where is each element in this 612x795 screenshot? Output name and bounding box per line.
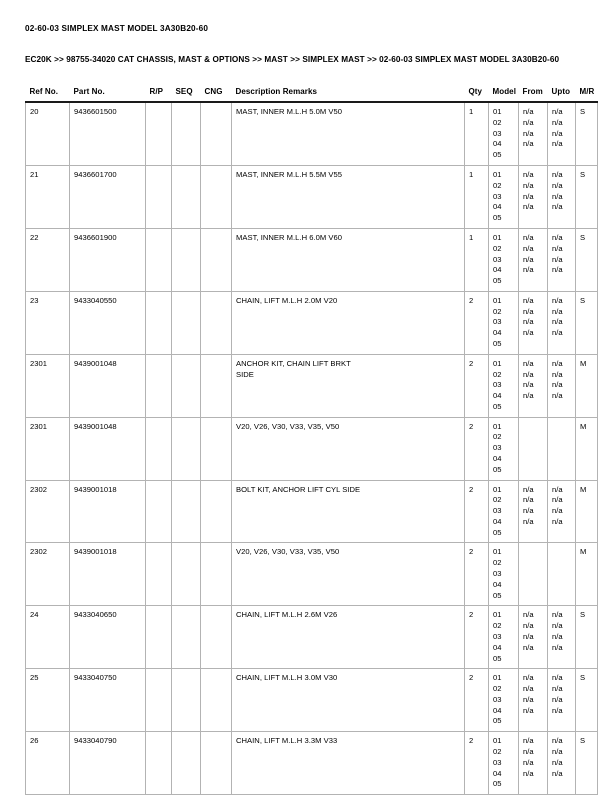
cell-mr: S	[576, 606, 598, 669]
table-row	[26, 669, 598, 732]
cell-from: n/a n/a n/a n/a	[519, 669, 548, 732]
cell-rp	[146, 166, 172, 229]
cell-model: 01 02 03 04 05	[489, 354, 519, 417]
cell-ref-no: 22	[26, 228, 70, 291]
cell-description: CHAIN, LIFT M.L.H 3.3M V33	[232, 732, 465, 795]
cell-description: ANCHOR KIT, CHAIN LIFT BRKT SIDE	[232, 354, 465, 417]
cell-model: 01 02 03 04 05	[489, 417, 519, 480]
cell-part-no: 9433040650	[70, 606, 146, 669]
cell-model: 01 02 03 04 05	[489, 480, 519, 543]
cell-upto: n/a n/a n/a n/a	[548, 480, 576, 543]
cell-qty: 1	[465, 102, 489, 165]
table-row	[26, 417, 598, 480]
cell-description: MAST, INNER M.L.H 6.0M V60	[232, 228, 465, 291]
page-title: 02-60-03 SIMPLEX MAST MODEL 3A30B20-60	[25, 24, 209, 33]
cell-part-no: 9439001018	[70, 480, 146, 543]
column-header-cng: CNG	[201, 87, 232, 102]
cell-ref-no: 2302	[26, 480, 70, 543]
cell-cng	[201, 228, 232, 291]
cell-mr: S	[576, 669, 598, 732]
cell-qty: 2	[465, 291, 489, 354]
column-header-from: From	[519, 87, 548, 102]
cell-upto: n/a n/a n/a n/a	[548, 606, 576, 669]
cell-from	[519, 417, 548, 480]
cell-mr: M	[576, 480, 598, 543]
cell-cng	[201, 732, 232, 795]
cell-seq	[172, 543, 201, 606]
cell-description: CHAIN, LIFT M.L.H 3.0M V30	[232, 669, 465, 732]
cell-description: V20, V26, V30, V33, V35, V50	[232, 543, 465, 606]
cell-from: n/a n/a n/a n/a	[519, 732, 548, 795]
column-header-mr: M/R	[576, 87, 598, 102]
cell-model: 01 02 03 04 05	[489, 228, 519, 291]
cell-upto: n/a n/a n/a n/a	[548, 228, 576, 291]
cell-seq	[172, 228, 201, 291]
cell-seq	[172, 669, 201, 732]
cell-rp	[146, 543, 172, 606]
cell-part-no: 9436601900	[70, 228, 146, 291]
cell-seq	[172, 291, 201, 354]
cell-rp	[146, 732, 172, 795]
cell-rp	[146, 669, 172, 732]
cell-upto: n/a n/a n/a n/a	[548, 354, 576, 417]
cell-qty: 2	[465, 417, 489, 480]
cell-from: n/a n/a n/a n/a	[519, 228, 548, 291]
cell-part-no: 9439001048	[70, 417, 146, 480]
cell-description: V20, V26, V30, V33, V35, V50	[232, 417, 465, 480]
cell-model: 01 02 03 04 05	[489, 732, 519, 795]
cell-ref-no: 21	[26, 166, 70, 229]
cell-cng	[201, 291, 232, 354]
cell-cng	[201, 480, 232, 543]
cell-ref-no: 20	[26, 102, 70, 165]
cell-rp	[146, 102, 172, 165]
table-row	[26, 543, 598, 606]
cell-cng	[201, 354, 232, 417]
cell-cng	[201, 543, 232, 606]
cell-cng	[201, 417, 232, 480]
cell-seq	[172, 732, 201, 795]
cell-seq	[172, 166, 201, 229]
cell-ref-no: 2301	[26, 417, 70, 480]
cell-part-no: 9433040750	[70, 669, 146, 732]
cell-qty: 1	[465, 166, 489, 229]
cell-qty: 2	[465, 543, 489, 606]
cell-from: n/a n/a n/a n/a	[519, 606, 548, 669]
cell-cng	[201, 606, 232, 669]
table-row	[26, 102, 598, 165]
cell-part-no: 9436601700	[70, 166, 146, 229]
column-header-qty: Qty	[465, 87, 489, 102]
cell-ref-no: 2302	[26, 543, 70, 606]
cell-seq	[172, 354, 201, 417]
table-row	[26, 291, 598, 354]
cell-cng	[201, 669, 232, 732]
table-row	[26, 228, 598, 291]
cell-upto: n/a n/a n/a n/a	[548, 732, 576, 795]
parts-table-container	[25, 87, 595, 795]
table-header	[26, 87, 598, 102]
cell-upto: n/a n/a n/a n/a	[548, 669, 576, 732]
cell-seq	[172, 417, 201, 480]
table-row	[26, 480, 598, 543]
cell-from: n/a n/a n/a n/a	[519, 166, 548, 229]
breadcrumb: EC20K >> 98755-34020 CAT CHASSIS, MAST & OPTIONS >> MAST >> SIMPLEX MAST >> 02-60-03 SIMPLEX MAST MODEL 3A30B20-60	[25, 55, 560, 65]
cell-cng	[201, 166, 232, 229]
cell-description: MAST, INNER M.L.H 5.0M V50	[232, 102, 465, 165]
cell-mr: M	[576, 417, 598, 480]
cell-upto	[548, 417, 576, 480]
cell-description: CHAIN, LIFT M.L.H 2.0M V20	[232, 291, 465, 354]
cell-upto: n/a n/a n/a n/a	[548, 166, 576, 229]
cell-ref-no: 2301	[26, 354, 70, 417]
cell-from: n/a n/a n/a n/a	[519, 102, 548, 165]
column-header-description: Description Remarks	[232, 87, 465, 102]
parts-table	[25, 87, 598, 795]
cell-cng	[201, 102, 232, 165]
cell-upto	[548, 543, 576, 606]
table-row	[26, 354, 598, 417]
cell-mr: M	[576, 543, 598, 606]
column-header-model: Model	[489, 87, 519, 102]
cell-qty: 2	[465, 354, 489, 417]
cell-rp	[146, 480, 172, 543]
cell-from: n/a n/a n/a n/a	[519, 291, 548, 354]
cell-rp	[146, 228, 172, 291]
cell-description: CHAIN, LIFT M.L.H 2.6M V26	[232, 606, 465, 669]
column-header-part-no: Part No.	[70, 87, 146, 102]
cell-mr: S	[576, 291, 598, 354]
cell-ref-no: 25	[26, 669, 70, 732]
cell-mr: M	[576, 354, 598, 417]
cell-mr: S	[576, 166, 598, 229]
cell-description: MAST, INNER M.L.H 5.5M V55	[232, 166, 465, 229]
cell-part-no: 9439001048	[70, 354, 146, 417]
cell-part-no: 9436601500	[70, 102, 146, 165]
cell-mr: S	[576, 228, 598, 291]
cell-description: BOLT KIT, ANCHOR LIFT CYL SIDE	[232, 480, 465, 543]
cell-part-no: 9439001018	[70, 543, 146, 606]
cell-from: n/a n/a n/a n/a	[519, 480, 548, 543]
cell-model: 01 02 03 04 05	[489, 669, 519, 732]
cell-model: 01 02 03 04 05	[489, 606, 519, 669]
cell-rp	[146, 354, 172, 417]
table-header-row	[26, 87, 598, 102]
cell-part-no: 9433040790	[70, 732, 146, 795]
cell-upto: n/a n/a n/a n/a	[548, 102, 576, 165]
cell-mr: S	[576, 732, 598, 795]
cell-from	[519, 543, 548, 606]
cell-qty: 2	[465, 480, 489, 543]
cell-seq	[172, 102, 201, 165]
column-header-upto: Upto	[548, 87, 576, 102]
cell-from: n/a n/a n/a n/a	[519, 354, 548, 417]
cell-mr: S	[576, 102, 598, 165]
cell-rp	[146, 291, 172, 354]
cell-rp	[146, 606, 172, 669]
cell-model: 01 02 03 04 05	[489, 166, 519, 229]
cell-model: 01 02 03 04 05	[489, 291, 519, 354]
column-header-seq: SEQ	[172, 87, 201, 102]
cell-ref-no: 24	[26, 606, 70, 669]
cell-model: 01 02 03 04 05	[489, 543, 519, 606]
table-row	[26, 166, 598, 229]
table-row	[26, 732, 598, 795]
cell-upto: n/a n/a n/a n/a	[548, 291, 576, 354]
cell-rp	[146, 417, 172, 480]
cell-part-no: 9433040550	[70, 291, 146, 354]
cell-qty: 1	[465, 228, 489, 291]
cell-model: 01 02 03 04 05	[489, 102, 519, 165]
table-body	[26, 102, 598, 794]
cell-seq	[172, 480, 201, 543]
column-header-rp: R/P	[146, 87, 172, 102]
cell-ref-no: 26	[26, 732, 70, 795]
cell-qty: 2	[465, 669, 489, 732]
cell-ref-no: 23	[26, 291, 70, 354]
table-row	[26, 606, 598, 669]
cell-qty: 2	[465, 732, 489, 795]
cell-qty: 2	[465, 606, 489, 669]
column-header-ref-no: Ref No.	[26, 87, 70, 102]
cell-seq	[172, 606, 201, 669]
